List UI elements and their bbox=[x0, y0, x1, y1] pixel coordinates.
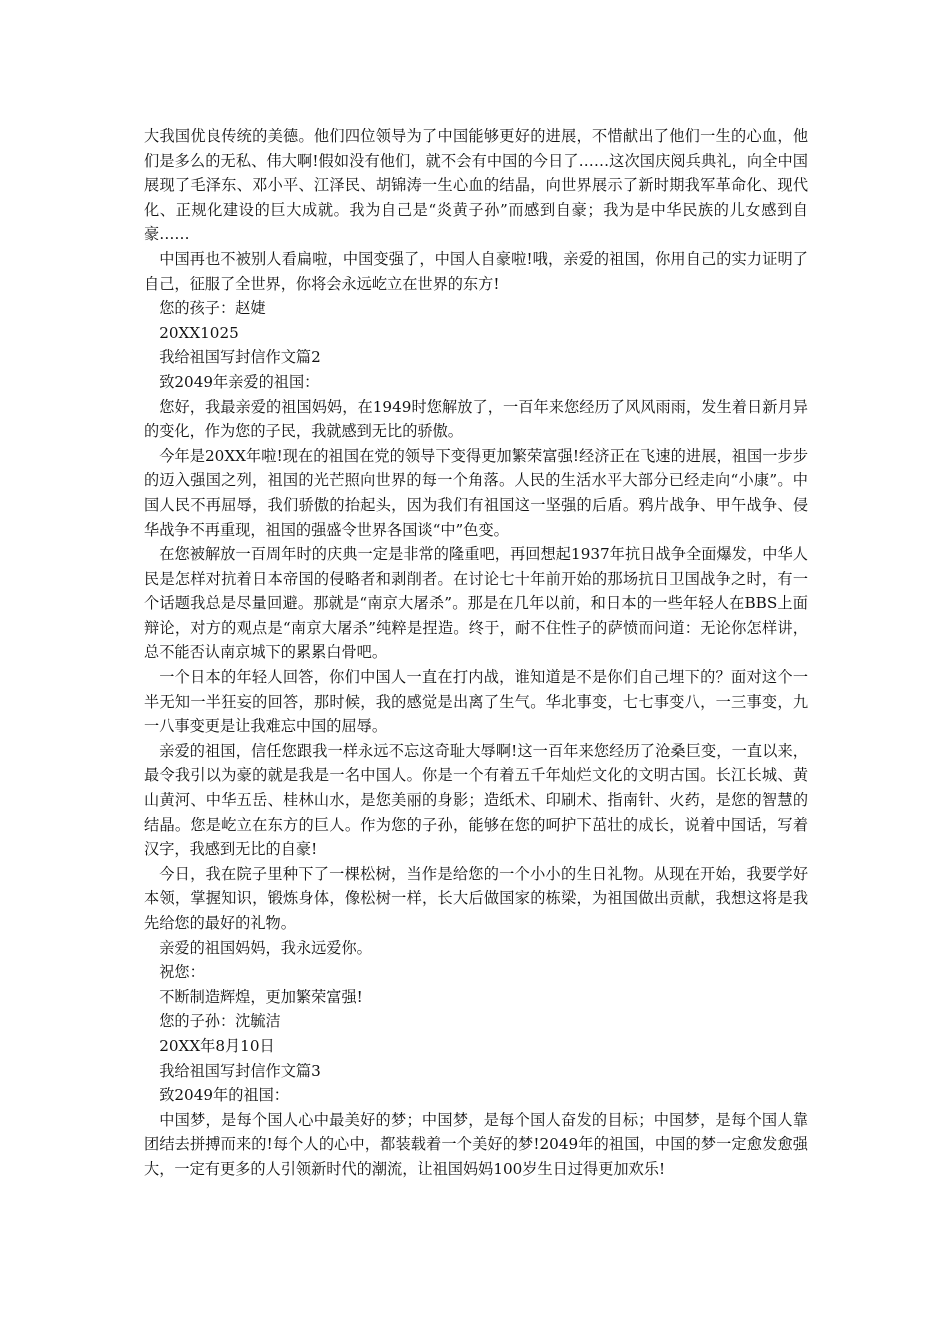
paragraph-love: 亲爱的祖国妈妈，我永远爱你。 bbox=[159, 938, 372, 957]
salutation-3: 致2049年的祖国： bbox=[159, 1086, 289, 1105]
section-title-3: 我给祖国写封信作文篇3 bbox=[159, 1061, 321, 1080]
paragraph-centennial: 在您被解放一百周年时的庆典一定是非常的隆重吧，再回想起1937年抗日战争全面爆发，中华人民是怎样对抗着日本帝国的侵略者和剥削者。在讨论七十年前开始的那场抗日卫国战争之时，有一个话题我总是尽量回避。那就是“南京大屠杀”。那是在几年以前，和日本的一些年轻人在BBS上面辩论，对方的观点是“南京大屠杀”纯粹是捏造。终于，耐不住性子的萨愤而问道：无论你怎样讲，总不能否认南京城下的累累白骨吧。 bbox=[144, 545, 808, 662]
paragraph-japanese-reply: 一个日本的年轻人回答，你们中国人一直在打内战，谁知道是不是你们自己埋下的？面对这个一半无知一半狂妄的回答，那时候，我的感觉是出离了生气。华北事变，七七事变八，一三事变，九一八事变更是让我难忘中国的屈辱。 bbox=[144, 668, 808, 736]
date-line: 20XX1025 bbox=[159, 323, 239, 342]
salutation-2: 致2049年亲爱的祖国： bbox=[159, 372, 320, 391]
date-line-2: 20XX年8月10日 bbox=[159, 1036, 275, 1055]
paragraph-china-dream: 中国梦，是每个国人心中最美好的梦；中国梦，是每个国人奋发的目标；中国梦，是每个国人靠团结去拼搏而来的!每个人的心中，都装载着一个美好的梦!2049年的祖国，中国的梦一定愈发愈强大，一定有更多的人引领新时代的潮流，让祖国妈妈100岁生日过得更加欢乐! bbox=[144, 1110, 808, 1178]
paragraph-this-year: 今年是20XX年啦!现在的祖国在党的领导下变得更加繁荣富强!经济正在飞速的进展，祖国一步步的迈入强国之列，祖国的光芒照向世界的每一个角落。人民的生活水平大部分已经走向“小康”。中国人民不再屈辱，我们骄傲的抬起头，因为我们有祖国这一坚强的后盾。鸦片战争、甲午战争、侵华战争不再重现，祖国的强盛令世界各国谈“中”色变。 bbox=[144, 446, 808, 539]
paragraph-dear-motherland: 亲爱的祖国，信任您跟我一样永远不忘这奇耻大辱啊!这一百年来您经历了沧桑巨变，一直以来，最令我引以为豪的就是我是一名中国人。你是一个有着五千年灿烂文化的文明古国。长江长城、黄山黄河、中华五岳、桂林山水，是您美丽的身影；造纸术、印刷术、指南针、火药，是您的智慧的结晶。您是屹立在东方的巨人。作为您的子孙，能够在您的呵护下茁壮的成长，说着中国话，写着汉字，我感到无比的自豪! bbox=[144, 741, 808, 859]
wish-line: 祝您： bbox=[159, 963, 205, 982]
wish-content: 不断制造辉煌，更加繁荣富强! bbox=[159, 987, 363, 1006]
paragraph-pine-tree: 今日，我在院子里种下了一棵松树，当作是给您的一个小小的生日礼物。从现在开始，我要学好本领，掌握知识，锻炼身体，像松树一样，长大后做国家的栋梁，为祖国做出贡献，我想这将是我先给您的最好的礼物。 bbox=[144, 864, 808, 932]
paragraph-continuation: 大我国优良传统的美德。他们四位领导为了中国能够更好的进展，不惜献出了他们一生的心血，他们是多么的无私、伟大啊!假如没有他们，就不会有中国的今日了……这次国庆阅兵典礼，向全中国展现了毛泽东、邓小平、江泽民、胡锦涛一生心血的结晶，向世界展示了新时期我军革命化、现代化、正规化建设的巨大成就。我为自己是“炎黄子孙”而感到自豪；我为是中华民族的儿女感到自豪…… bbox=[144, 127, 808, 244]
document-body bbox=[144, 124, 808, 1182]
signature-line-2: 您的子孙：沈毓洁 bbox=[159, 1012, 281, 1031]
section-title-2: 我给祖国写封信作文篇2 bbox=[159, 348, 321, 367]
signature-line: 您的孩子：赵婕 bbox=[159, 299, 266, 318]
paragraph-china-strong: 中国再也不被别人看扁啦，中国变强了，中国人自豪啦!哦，亲爱的祖国，你用自己的实力证明了自己，征服了全世界，你将会永远屹立在世界的东方! bbox=[144, 249, 808, 293]
paragraph-greeting: 您好，我最亲爱的祖国妈妈，在1949时您解放了，一百年来您经历了风风雨雨，发生着日新月异的变化，作为您的子民，我就感到无比的骄傲。 bbox=[144, 397, 808, 441]
